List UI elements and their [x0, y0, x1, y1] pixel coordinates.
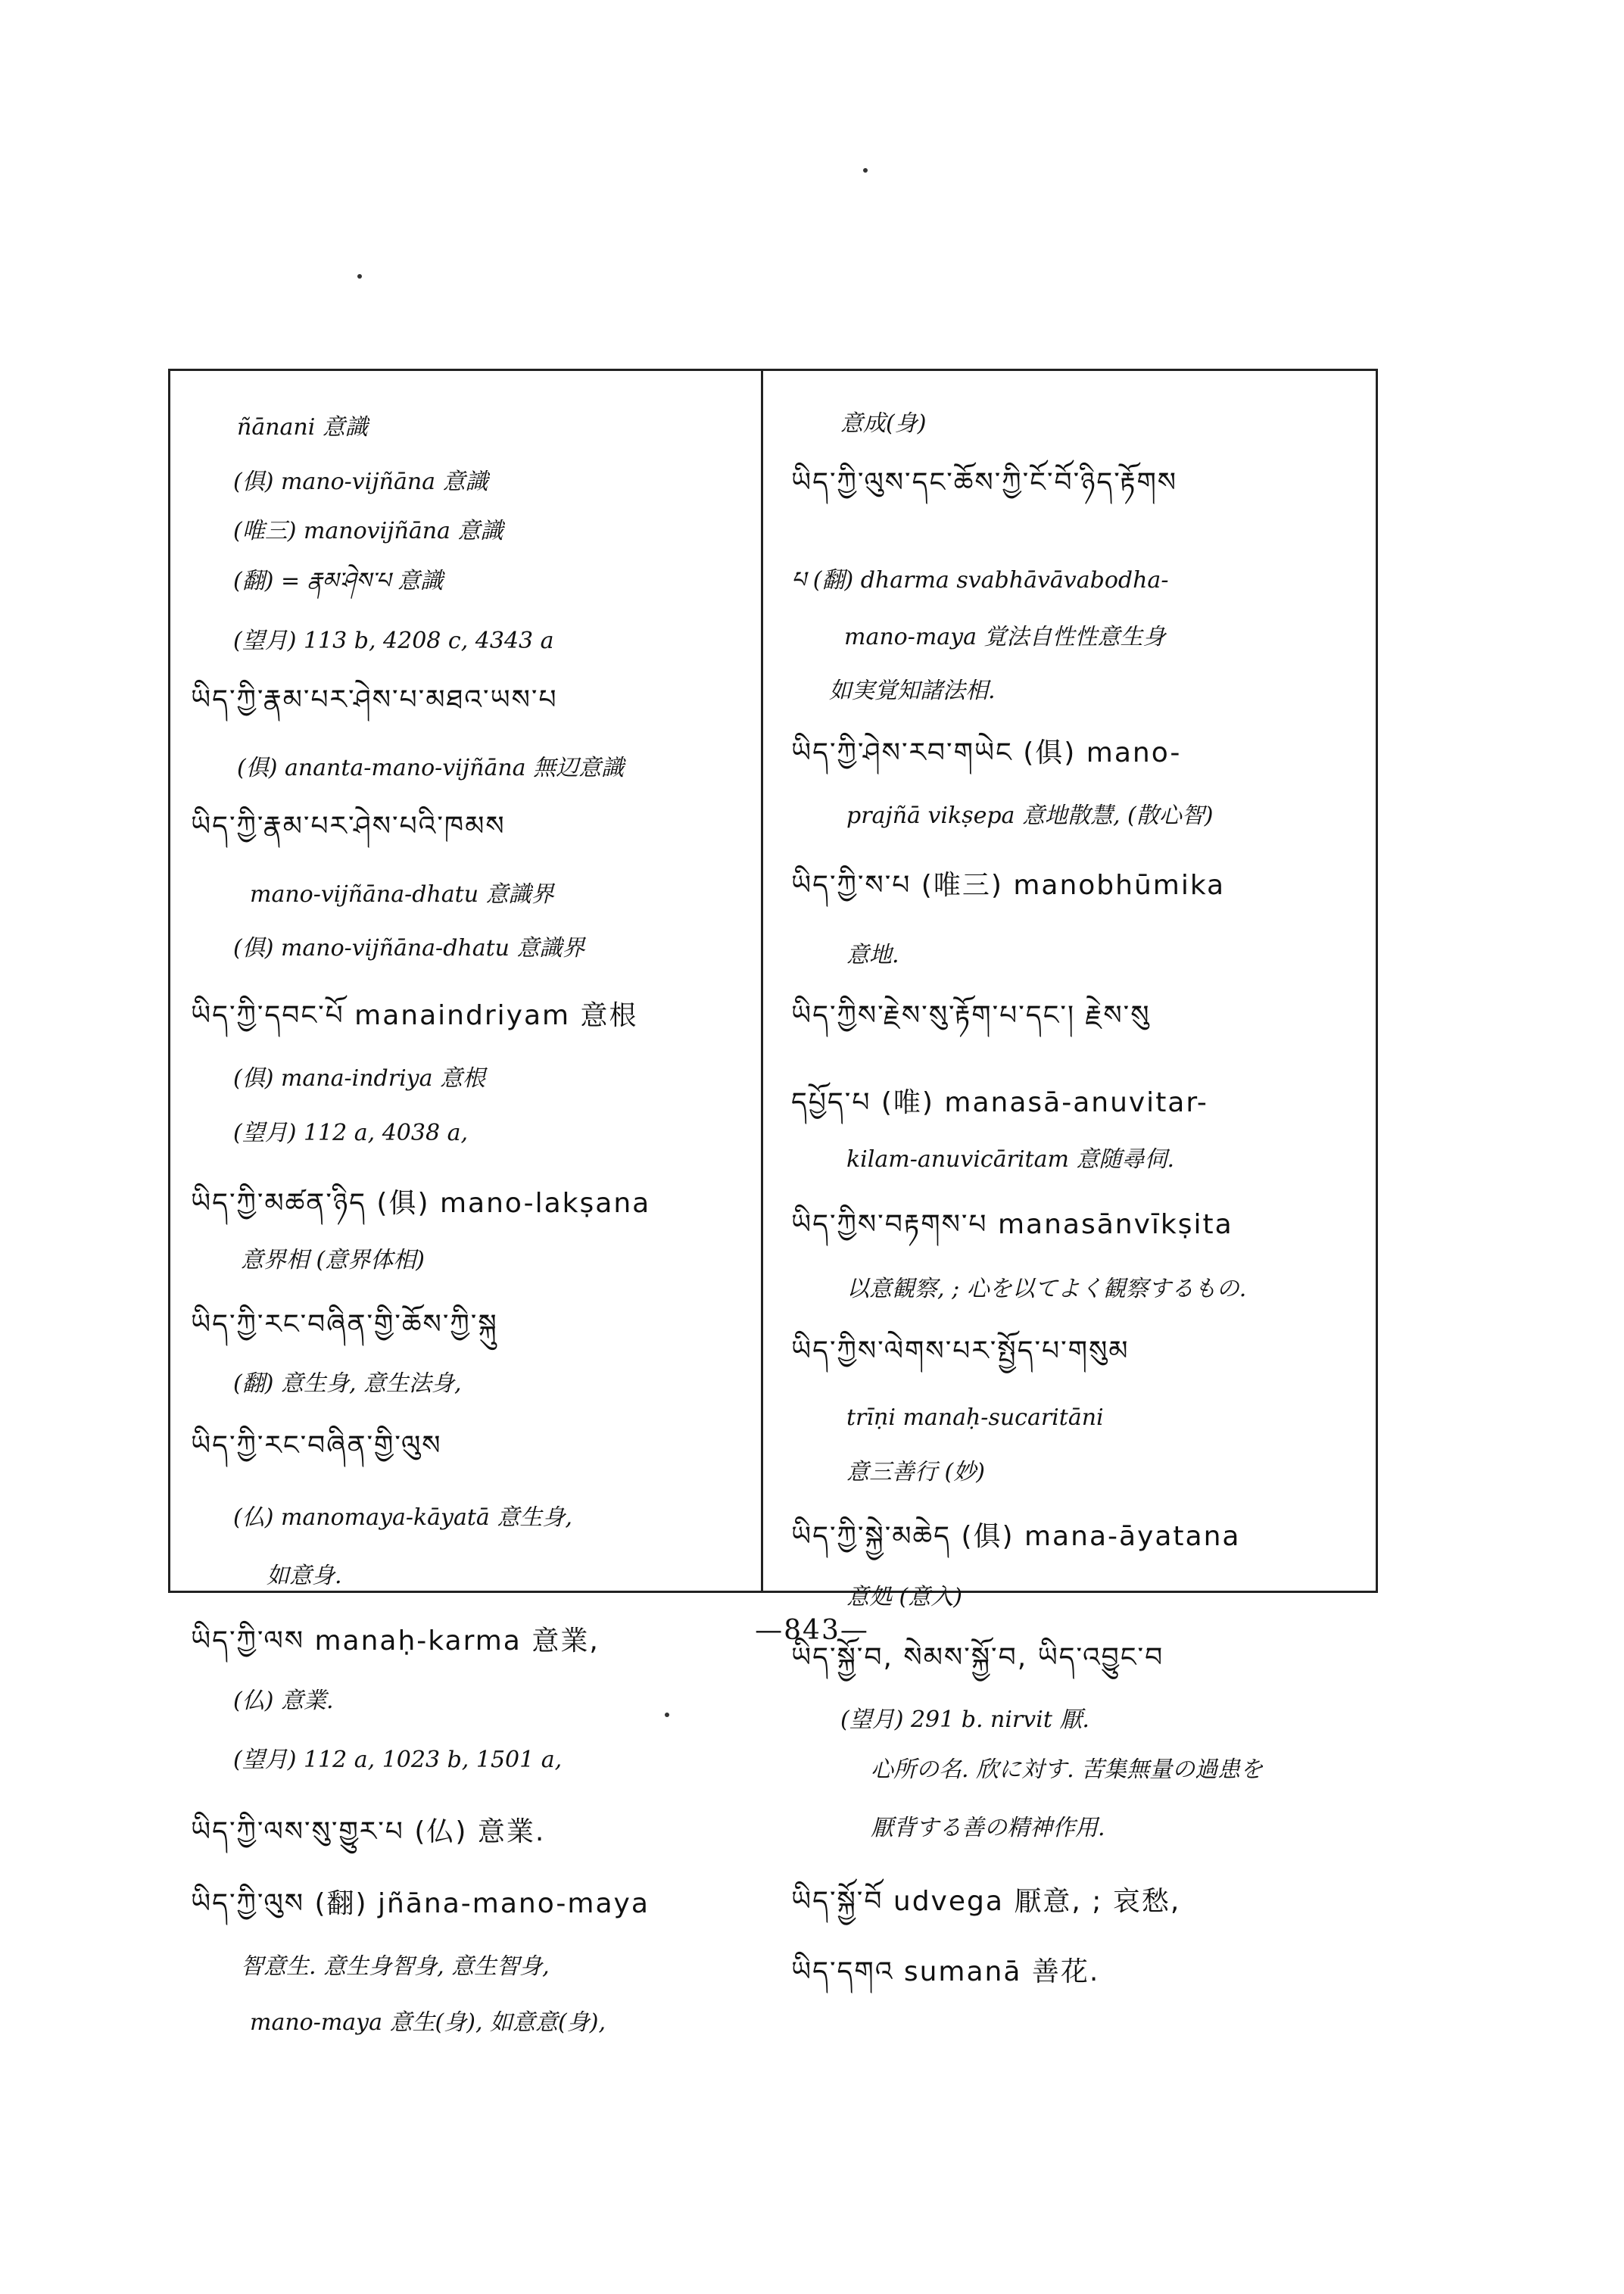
left-line: 如意身. [267, 1563, 342, 1589]
left-line: ཡིད་ཀྱི་རང་བཞིན་གྱི་ཆོས་ཀྱི་སྐུ [191, 1309, 498, 1340]
left-line: ཡིད་ཀྱི་རྣམ་པར་ཤེས་པའི་ཁམས [191, 811, 506, 842]
scan-speck [357, 274, 362, 279]
left-line: (翻) 意生身, 意生法身, [233, 1370, 462, 1397]
right-line: 厭背する善の精神作用. [871, 1815, 1105, 1841]
right-line: ཡིད་སྐྱོ་བ, སེམས་སྐྱོ་བ, ཡིད་འབྱུང་བ [791, 1642, 1164, 1673]
left-line: mano-maya 意生(身), 如意意(身), [250, 2009, 606, 2036]
right-line: པ (翻) dharma svabhāvāvabodha- [791, 567, 1169, 594]
right-line: (望月) 291 b. nirvit 厭. [840, 1706, 1089, 1733]
left-line: ཡིད་ཀྱི་རྣམ་པར་ཤེས་པ་མཐའ་ཡས་པ [191, 684, 558, 715]
right-line: 意処 (意入) [846, 1584, 962, 1610]
left-line: 意界相 (意界体相) [241, 1247, 425, 1273]
right-line: ཡིད་ཀྱིས་ལེགས་པར་སྤྱོད་པ་གསུམ [791, 1336, 1130, 1367]
right-line: 如実覚知諸法相. [829, 678, 996, 704]
left-line: (仏) 意業. [233, 1688, 334, 1714]
left-line: ཡིད་ཀྱི་ལུས (翻) jñāna-mano-maya [191, 1888, 650, 1919]
right-line: 心所の名. 欣に対す. 苦集無量の過患を [871, 1756, 1264, 1783]
left-line: (翻) = རྣམ་ཤེས་པ 意識 [233, 568, 444, 594]
left-line: ñānani 意識 [237, 414, 368, 441]
right-line: ཡིད་ཀྱི་ཤེས་རབ་གཡེང (俱) mano- [791, 737, 1182, 768]
left-line: (仏) manomaya-kāyatā 意生身, [233, 1504, 572, 1531]
left-line: ཡིད་ཀྱི་ལས་སུ་གྱུར་པ (仏) 意業. [191, 1816, 546, 1847]
right-line: ཡིད་ཀྱིས་བརྟགས་པ manasānvīkṣita [791, 1209, 1233, 1240]
column-divider [761, 369, 763, 1593]
right-line: 意地. [846, 942, 899, 968]
right-line: kilam-anuvicāritam 意随尋伺. [846, 1146, 1174, 1173]
left-line: ཡིད་ཀྱི་མཚན་ཉིད (俱) mano-lakṣana [191, 1188, 651, 1219]
right-line: ཡིད་ཀྱི་ལུས་དང་ཆོས་ཀྱི་ངོ་བོ་ཉིད་རྟོགས [791, 467, 1178, 498]
left-line: mano-vijñāna-dhatu 意識界 [250, 881, 554, 908]
page-number: —843— [755, 1615, 869, 1646]
right-line: ཡིད་ཀྱིས་རྗེས་སུ་རྟོག་པ་དང་། རྗེས་སུ [791, 1000, 1151, 1031]
scan-speck [863, 168, 868, 173]
left-line: (唯三) manovijñāna 意識 [233, 518, 503, 544]
left-line: (望月) 112 a, 1023 b, 1501 a, [233, 1747, 563, 1773]
right-line: དཔྱོད་པ (唯) manasā-anuvitar- [791, 1087, 1208, 1118]
right-line: mano-maya 覚法自性性意生身 [844, 624, 1166, 650]
left-line: ཡིད་ཀྱི་དབང་པོ manaindriyam 意根 [191, 1000, 638, 1031]
left-line: (俱) mano-vijñāna-dhatu 意識界 [233, 935, 585, 962]
right-line: ཡིད་ཀྱི་སྐྱེ་མཆེད (俱) mana-āyatana [791, 1521, 1241, 1552]
right-line: 意成(身) [840, 410, 927, 437]
left-line: (望月) 113 b, 4208 c, 4343 a [233, 628, 554, 654]
right-line: 以意観察, ; 心を以てよく観察するもの. [846, 1276, 1247, 1302]
left-line: (俱) mano-vijñāna 意識 [233, 469, 488, 495]
right-line: trīṇi manaḥ-sucaritāni [846, 1404, 1104, 1431]
left-line: (俱) ananta-mano-vijñāna 無辺意識 [237, 755, 625, 781]
left-line: 智意生. 意生身智身, 意生智身, [241, 1953, 550, 1980]
right-line: 意三善行 (妙) [846, 1459, 985, 1485]
left-line: ཡིད་ཀྱི་ལས manaḥ-karma 意業, [191, 1625, 600, 1657]
left-line: ཡིད་ཀྱི་རང་བཞིན་གྱི་ལུས [191, 1430, 442, 1461]
right-line: ཡིད་སྐྱོ་བོ udvega 厭意, ; 哀愁, [791, 1886, 1181, 1917]
left-line: (俱) mana-indriya 意根 [233, 1065, 486, 1092]
left-line: (望月) 112 a, 4038 a, [233, 1120, 469, 1146]
scan-speck [665, 1713, 669, 1717]
right-line: prajñā vikṣepa 意地散慧, (散心智) [846, 803, 1214, 829]
page-frame [168, 369, 1378, 1593]
right-line: ཡིད་ཀྱི་ས་པ (唯三) manobhūmika [791, 870, 1226, 901]
right-line: ཡིད་དགའ sumanā 善花. [791, 1956, 1100, 1987]
